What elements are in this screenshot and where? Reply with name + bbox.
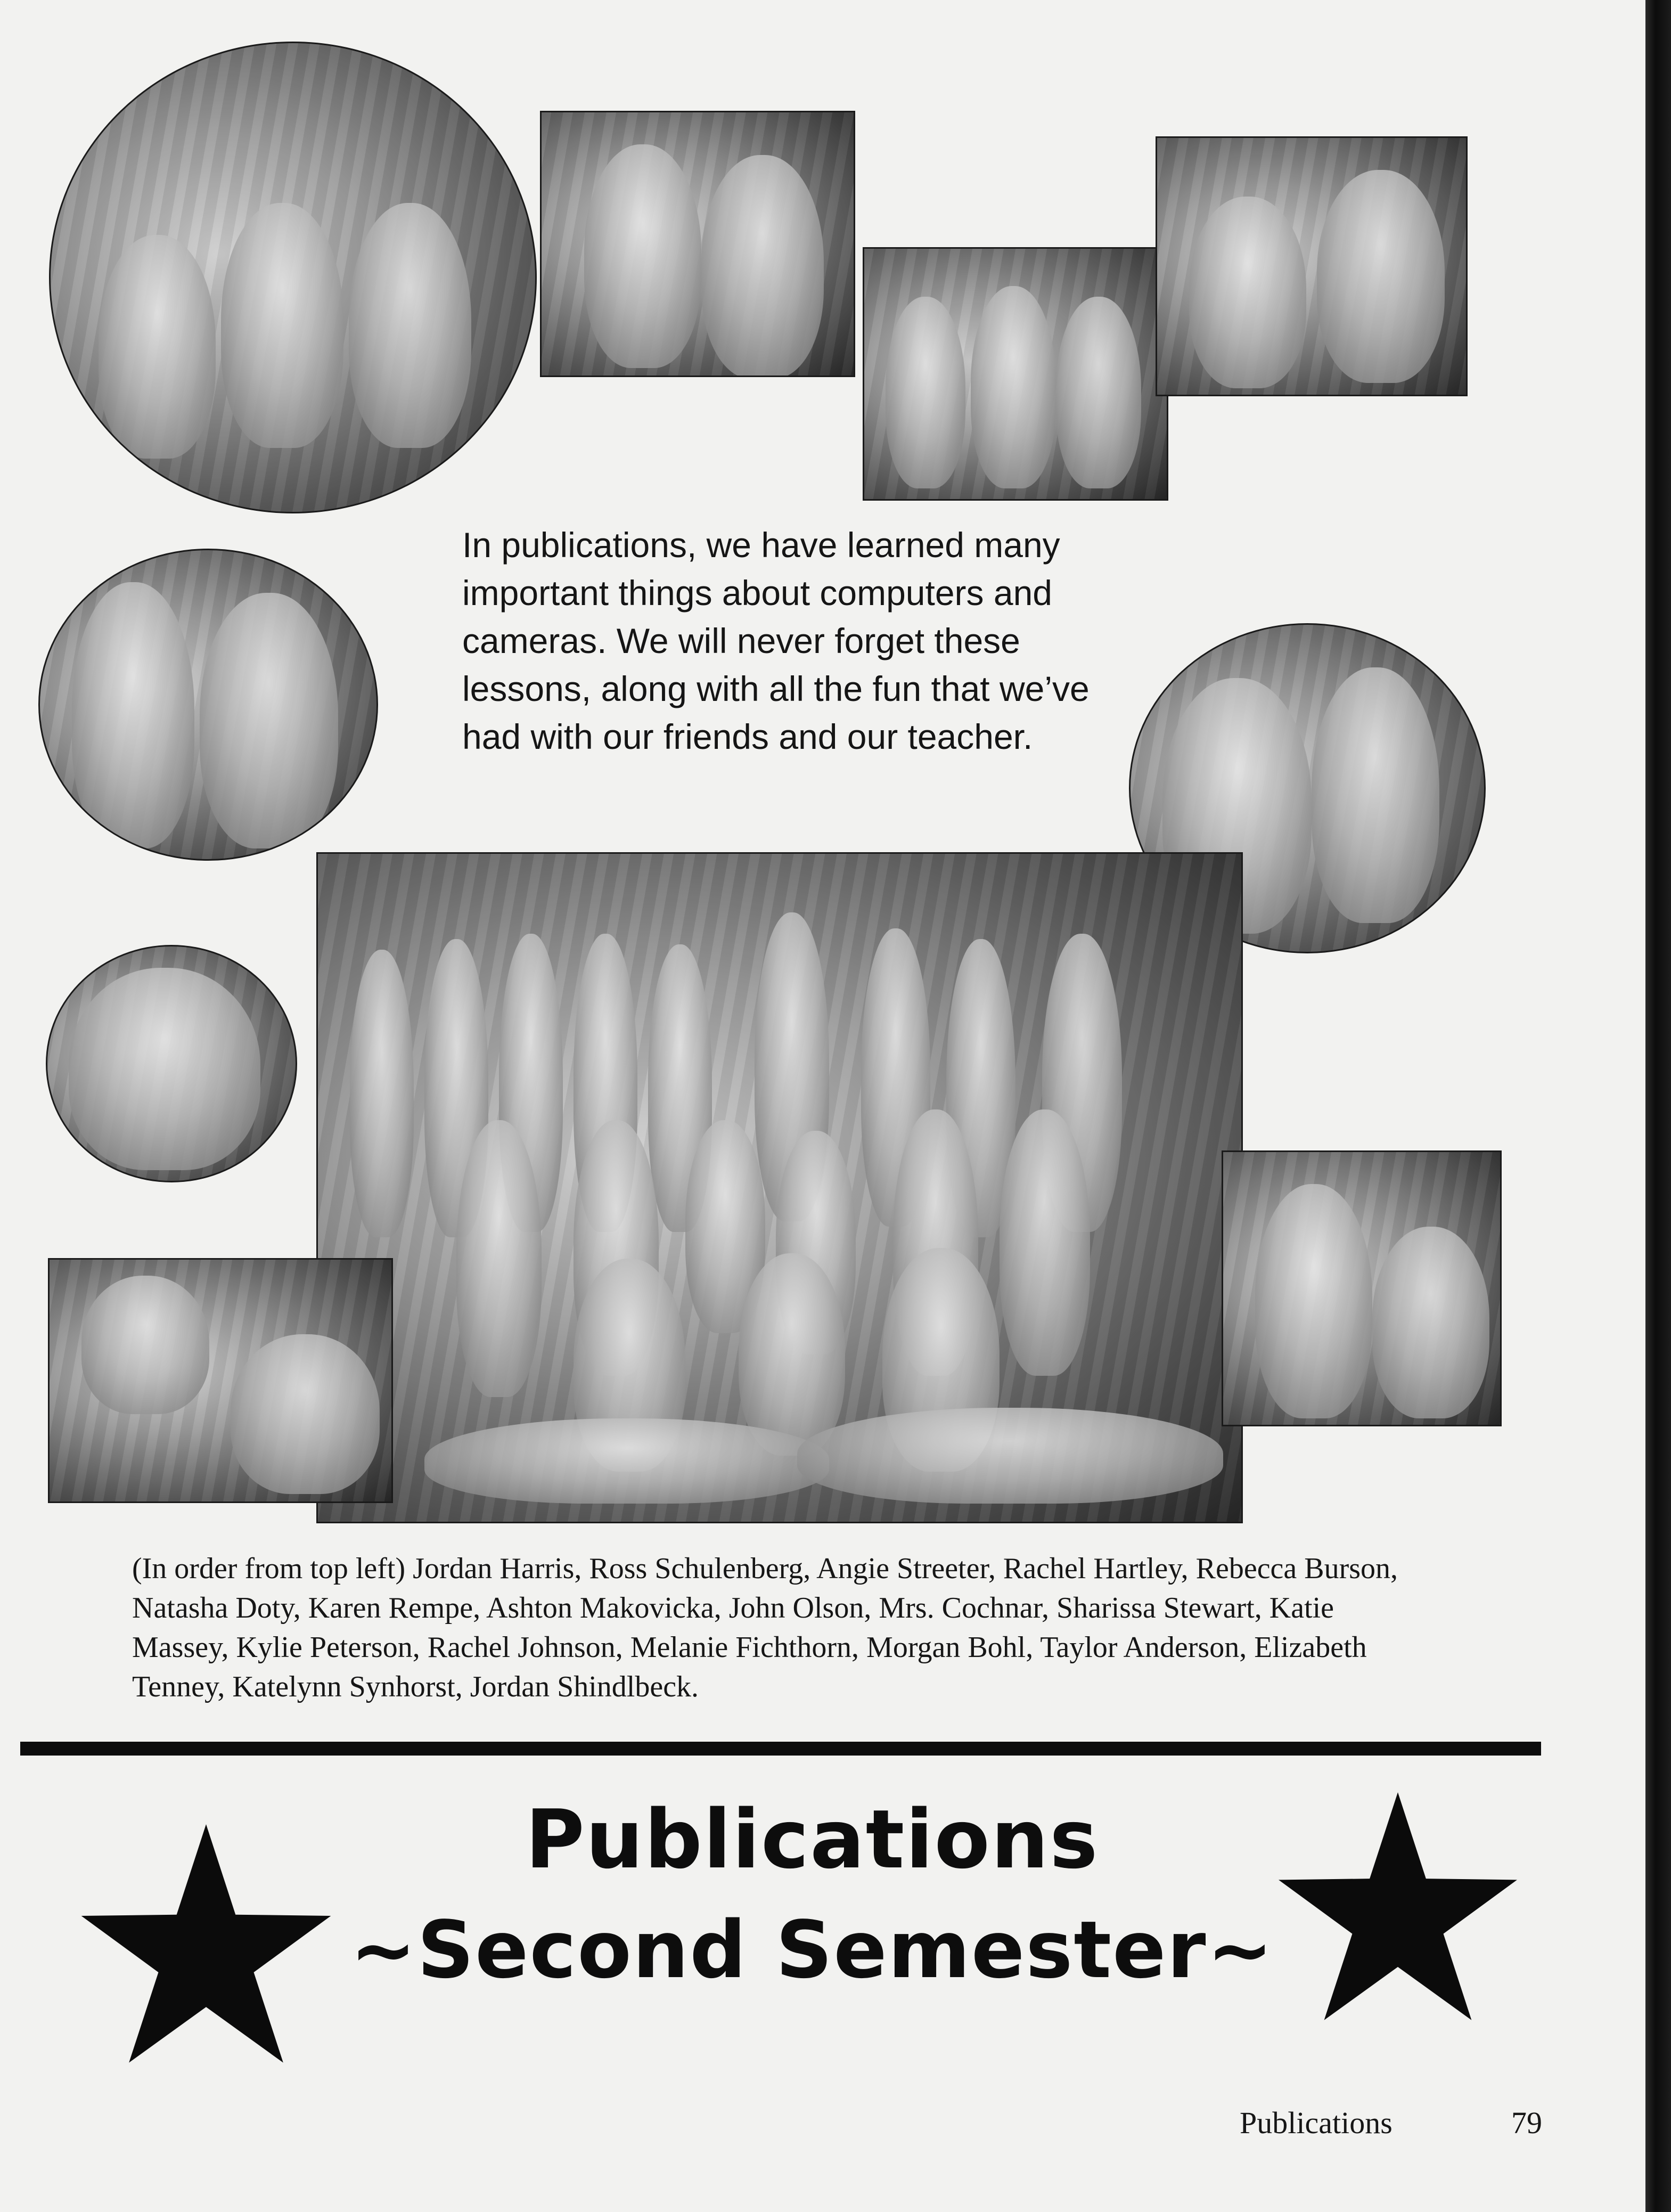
photo-two-girls-peace-sign: [1156, 136, 1468, 396]
photo-three-girls-circle: [49, 42, 537, 513]
page-spine-shadow: [1645, 0, 1671, 2212]
photo-caption-names: (In order from top left) Jordan Harris, Ross Schulenberg, Angie Streeter, Rachel Hartley, Rebecca Burson, Natasha Doty, Karen Rempe, Ashton Makovicka, John Olson, Mrs. Cochnar, Sharissa Stewart, Katie Massey, Kylie Peterson, Rachel Johnson, Melanie Fichthorn, Morgan Bohl, Taylor Anderson, Elizabeth Tenney, Katelynn Synhorst, Jordan Shindlbeck.: [132, 1552, 1398, 1703]
footer-page-number: 79: [1511, 2105, 1542, 2140]
photo-group-class: [316, 852, 1243, 1523]
intro-paragraph: In publications, we have learned many important things about computers and cameras. We will never forget these lessons, along with all the fun that we’ve had with our friends and our teacher.: [462, 525, 1090, 756]
photo-boys-computers: [48, 1258, 393, 1503]
photo-boy-profile-circle: [46, 945, 297, 1182]
footer-section-label: Publications: [1240, 2105, 1393, 2140]
photo-two-girls-hug: [540, 111, 855, 377]
divider-rule: [20, 1742, 1541, 1756]
photo-three-girls-lockers: [863, 247, 1168, 501]
page-subtitle: ~Second Semester~: [350, 1904, 1274, 1996]
photo-two-girls-circle-left: [38, 549, 378, 861]
left-star-icon: [81, 1824, 331, 2064]
photo-two-girls-spartans: [1222, 1150, 1502, 1426]
page-title: Publications: [525, 1792, 1099, 1887]
